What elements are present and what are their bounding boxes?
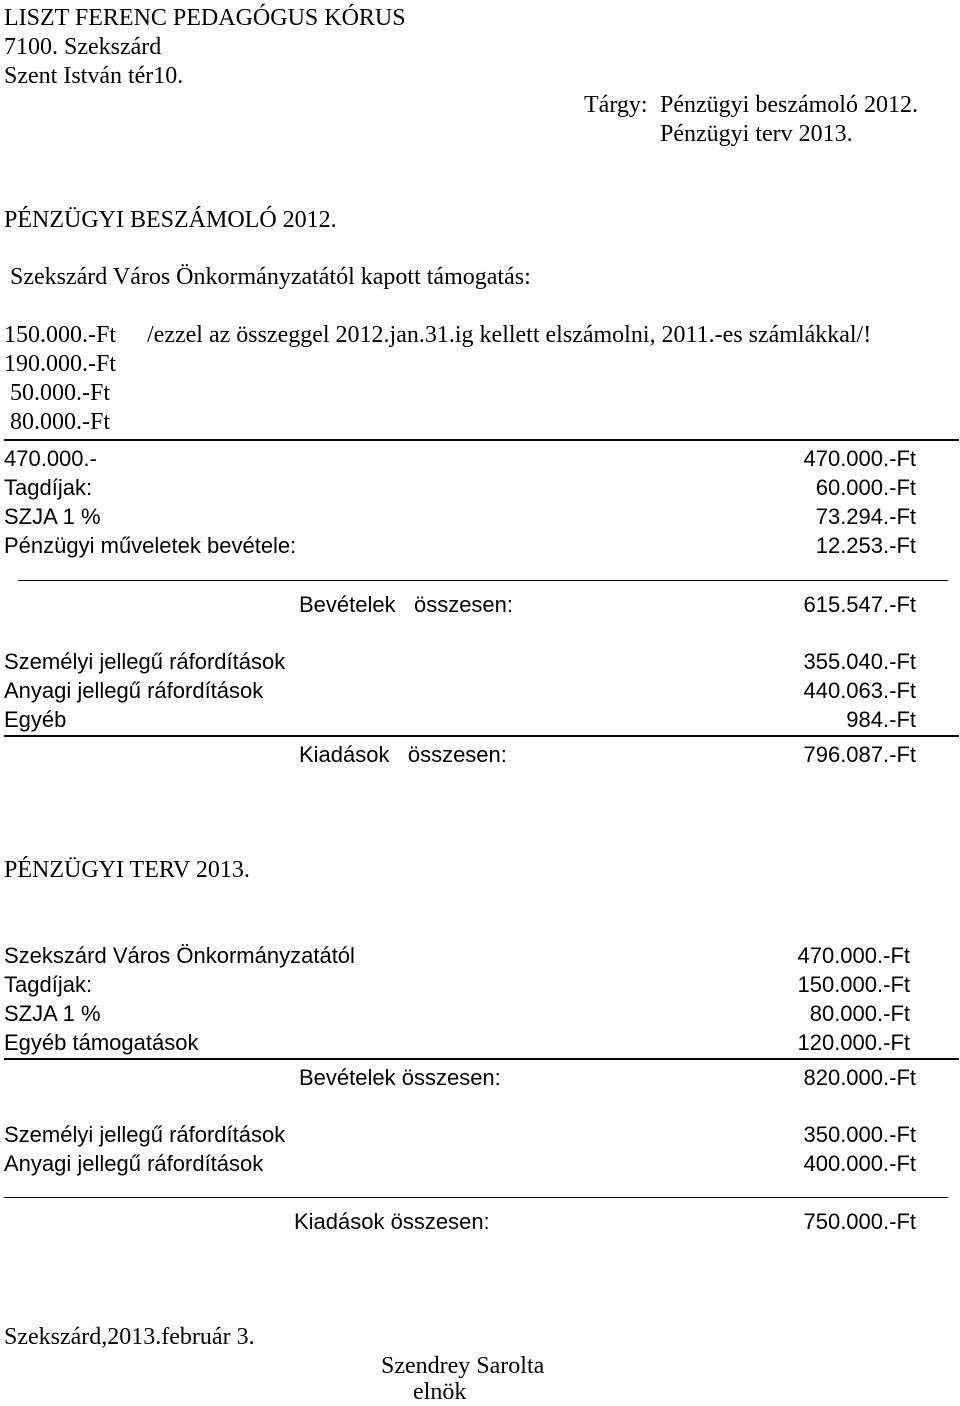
plan-income-label: SZJA 1 % [4,1001,101,1026]
support-total-rule [4,439,959,441]
plan-expense-total-rule [4,1197,948,1198]
expense-total-value: 796.087.-Ft [803,742,916,767]
expense-total-rule [4,735,959,737]
expense-label: Egyéb [4,707,67,732]
support-total-left: 470.000.- [4,446,97,471]
plan-title: PÉNZÜGYI TERV 2013. [4,857,250,883]
support-amount: 150.000.-Ft [4,322,117,348]
plan-income-value: 150.000.-Ft [797,972,910,997]
income-value: 73.294.-Ft [815,504,916,529]
support-note: /ezzel az összeggel 2012.jan.31.ig kellett elszámolni, 2011.-es számlákkal/! [147,322,872,348]
income-label: Tagdíjak: [4,475,93,500]
plan-income-total-label: Bevételek összesen: [299,1065,501,1090]
income-total-label: Bevételek összesen: [299,592,514,617]
plan-expense-label: Anyagi jellegű ráfordítások [4,1151,264,1176]
support-amount: 80.000.-Ft [4,409,111,435]
report-title: PÉNZÜGYI BESZÁMOLÓ 2012. [4,207,337,233]
expense-value: 355.040.-Ft [803,649,916,674]
plan-expense-total-value: 750.000.-Ft [803,1209,916,1234]
support-amount: 190.000.-Ft [4,351,117,377]
plan-income-value: 80.000.-Ft [809,1001,910,1026]
income-value: 12.253.-Ft [815,533,916,558]
subject-line-1: Pénzügyi beszámoló 2012. [660,92,918,118]
support-amount: 50.000.-Ft [4,380,111,406]
income-total-rule [18,580,948,581]
expense-value: 984.-Ft [846,707,916,732]
income-value: 60.000.-Ft [815,475,916,500]
expense-label: Anyagi jellegű ráfordítások [4,678,264,703]
plan-expense-value: 400.000.-Ft [803,1151,916,1176]
plan-income-value: 120.000.-Ft [797,1030,910,1055]
plan-expense-total-label: Kiadások összesen: [294,1209,490,1234]
org-name: LISZT FERENC PEDAGÓGUS KÓRUS [4,5,406,31]
support-heading: Szekszárd Város Önkormányzatától kapott támogatás: [10,264,531,290]
expense-total-label: Kiadások összesen: [299,742,507,767]
income-label: SZJA 1 % [4,504,101,529]
signer-name: Szendrey Sarolta [381,1353,545,1379]
income-total-value: 615.547.-Ft [803,592,916,617]
plan-income-label: Szekszárd Város Önkormányzatától [4,943,355,968]
plan-income-label: Tagdíjak: [4,972,93,997]
org-street-address: Szent István tér10. [4,63,184,89]
org-postal-address: 7100. Szekszárd [4,34,162,60]
place-date: Szekszárd,2013.február 3. [4,1324,255,1350]
expense-value: 440.063.-Ft [803,678,916,703]
subject-label: Tárgy: [584,92,648,118]
signer-title: elnök [413,1379,467,1405]
expense-label: Személyi jellegű ráfordítások [4,649,286,674]
subject-line-2: Pénzügyi terv 2013. [660,121,853,147]
plan-expense-value: 350.000.-Ft [803,1122,916,1147]
plan-income-label: Egyéb támogatások [4,1030,199,1055]
support-total-value: 470.000.-Ft [803,446,916,471]
plan-expense-label: Személyi jellegű ráfordítások [4,1122,286,1147]
plan-income-value: 470.000.-Ft [797,943,910,968]
plan-income-total-rule [4,1058,959,1060]
income-label: Pénzügyi műveletek bevétele: [4,533,297,558]
plan-income-total-value: 820.000.-Ft [803,1065,916,1090]
